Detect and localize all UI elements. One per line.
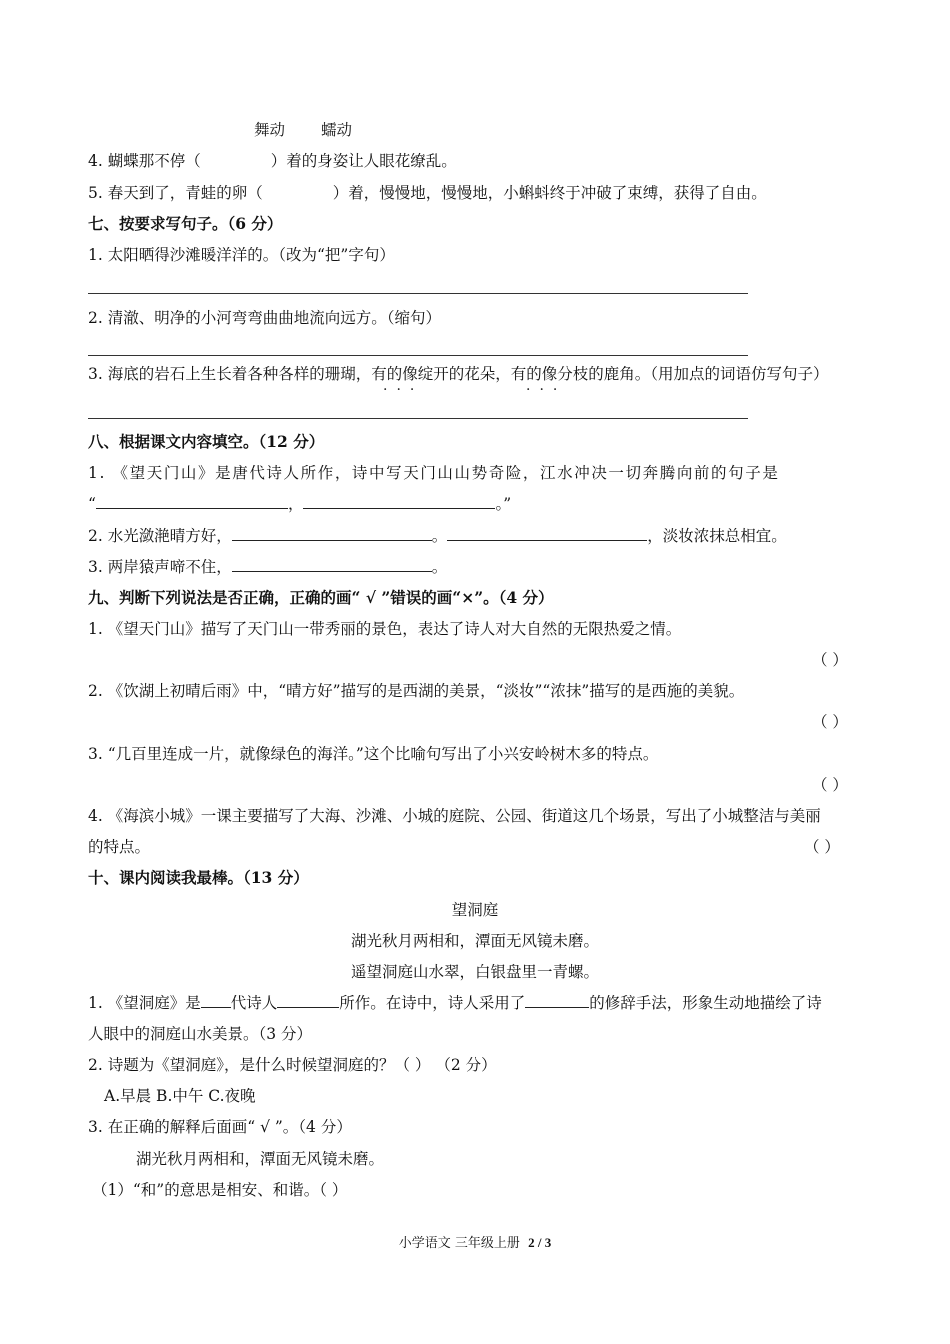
s10-q1: 1. 《望洞庭》是 代诗人 所作。在诗中，诗人采用了 的修辞手法，形象生动地描绘了诗 <box>88 994 822 1012</box>
fill-blank[interactable] <box>277 993 339 1008</box>
answer-line[interactable] <box>88 418 748 419</box>
s7-q2: 2. 清澈、明净的小河弯弯曲曲地流向远方。（缩句） <box>88 309 441 327</box>
s10-q1-cont: 人眼中的洞庭山水美景。（3 分） <box>88 1025 313 1043</box>
emphasis-dots: ··· <box>383 382 424 398</box>
poem-line-2: 遥望洞庭山水翠，白银盘里一青螺。 <box>350 963 599 981</box>
word-option-1: 舞动 <box>254 121 286 139</box>
s10-q2: 2. 诗题为《望洞庭》，是什么时候望洞庭的？（ ） （2 分） <box>88 1056 497 1074</box>
section-10-title: 十、课内阅读我最棒。（13 分） <box>88 868 309 887</box>
section-7-title: 七、按要求写句子。（6 分） <box>88 214 283 233</box>
fill-blank[interactable] <box>232 526 432 541</box>
judge-paren[interactable]: （ ） <box>812 651 848 669</box>
fill-blank[interactable] <box>232 557 432 572</box>
s8-q3: 3. 两岸猿声啼不住， 。 <box>88 558 448 576</box>
fill-blank[interactable] <box>447 526 647 541</box>
s6-q5: 5. 春天到了，青蛙的卵（ ）着，慢慢地，慢慢地，小蝌蚪终于冲破了束缚，获得了自由。 <box>88 184 767 202</box>
s10-q2-options[interactable]: A.早晨 B.中午 C.夜晚 <box>104 1087 256 1105</box>
s9-q3: 3. “几百里连成一片，就像绿色的海洋。”这个比喻句写出了小兴安岭树木多的特点。 <box>88 745 659 763</box>
s10-q3: 3. 在正确的解释后面画“ √ ”。（4 分） <box>88 1118 352 1136</box>
section-8-title: 八、根据课文内容填空。（12 分） <box>88 432 325 451</box>
word-option-2: 蠕动 <box>321 121 353 139</box>
judge-paren[interactable]: （ ） <box>812 776 848 794</box>
s8-q1-blanks: “ ， 。” <box>88 495 512 513</box>
poem-title: 望洞庭 <box>451 901 499 919</box>
s9-q1: 1. 《望天门山》描写了天门山一带秀丽的景色，表达了诗人对大自然的无限热爱之情。 <box>88 620 682 638</box>
s7-q1: 1. 太阳晒得沙滩暖洋洋的。（改为“把”字句） <box>88 246 395 264</box>
poem-line-1: 湖光秋月两相和，潭面无风镜未磨。 <box>350 932 599 950</box>
answer-line[interactable] <box>88 293 748 294</box>
page-number: 2 / 3 <box>528 1235 552 1250</box>
section-9-title: 九、判断下列说法是否正确，正确的画“ √ ”错误的画“×”。（4 分） <box>88 588 554 607</box>
s9-q2: 2. 《饮湖上初晴后雨》中，“晴方好”描写的是西湖的美景，“淡妆”“浓抹”描写的是西施的美貌。 <box>88 682 745 700</box>
judge-paren[interactable]: （ ） <box>812 713 848 731</box>
fill-blank[interactable] <box>525 993 589 1008</box>
emphasis-dots: ··· <box>526 382 567 398</box>
s10-q3-item-1: （1）“和”的意思是相安、和谐。（ ） <box>92 1181 348 1199</box>
s9-q4: 4. 《海滨小城》一课主要描写了大海、沙滩、小城的庭院、公园、街道这几个场景，写出了小城整洁与美丽 <box>88 807 821 825</box>
fill-blank[interactable] <box>96 494 288 509</box>
s8-q1: 1. 《望天门山》是唐代诗人所作，诗中写天门山山势奇险，江水冲决一切奔腾向前的句子是 <box>88 464 780 482</box>
s10-q3-quote: 湖光秋月两相和，潭面无风镜未磨。 <box>136 1150 385 1168</box>
judge-paren[interactable]: （ ） <box>804 838 840 856</box>
fill-blank[interactable] <box>303 494 495 509</box>
s8-q2: 2. 水光潋滟晴方好， 。 ，淡妆浓抹总相宜。 <box>88 527 787 545</box>
s9-q4-cont: 的特点。 <box>88 838 151 856</box>
answer-line[interactable] <box>88 355 748 356</box>
fill-blank[interactable] <box>201 993 231 1008</box>
page-footer <box>0 1232 950 1251</box>
word-options <box>254 120 352 140</box>
s6-q4: 4. 蝴蝶那不停（ ）着的身姿让人眼花缭乱。 <box>88 152 457 170</box>
footer-subject: 小学语文 三年级上册 <box>398 1236 520 1251</box>
s7-q3: 3. 海底的岩石上生长着各种各样的珊瑚，有的像绽开的花朵，有的像分枝的鹿角。（用加点的词语仿写句子） <box>88 365 829 383</box>
